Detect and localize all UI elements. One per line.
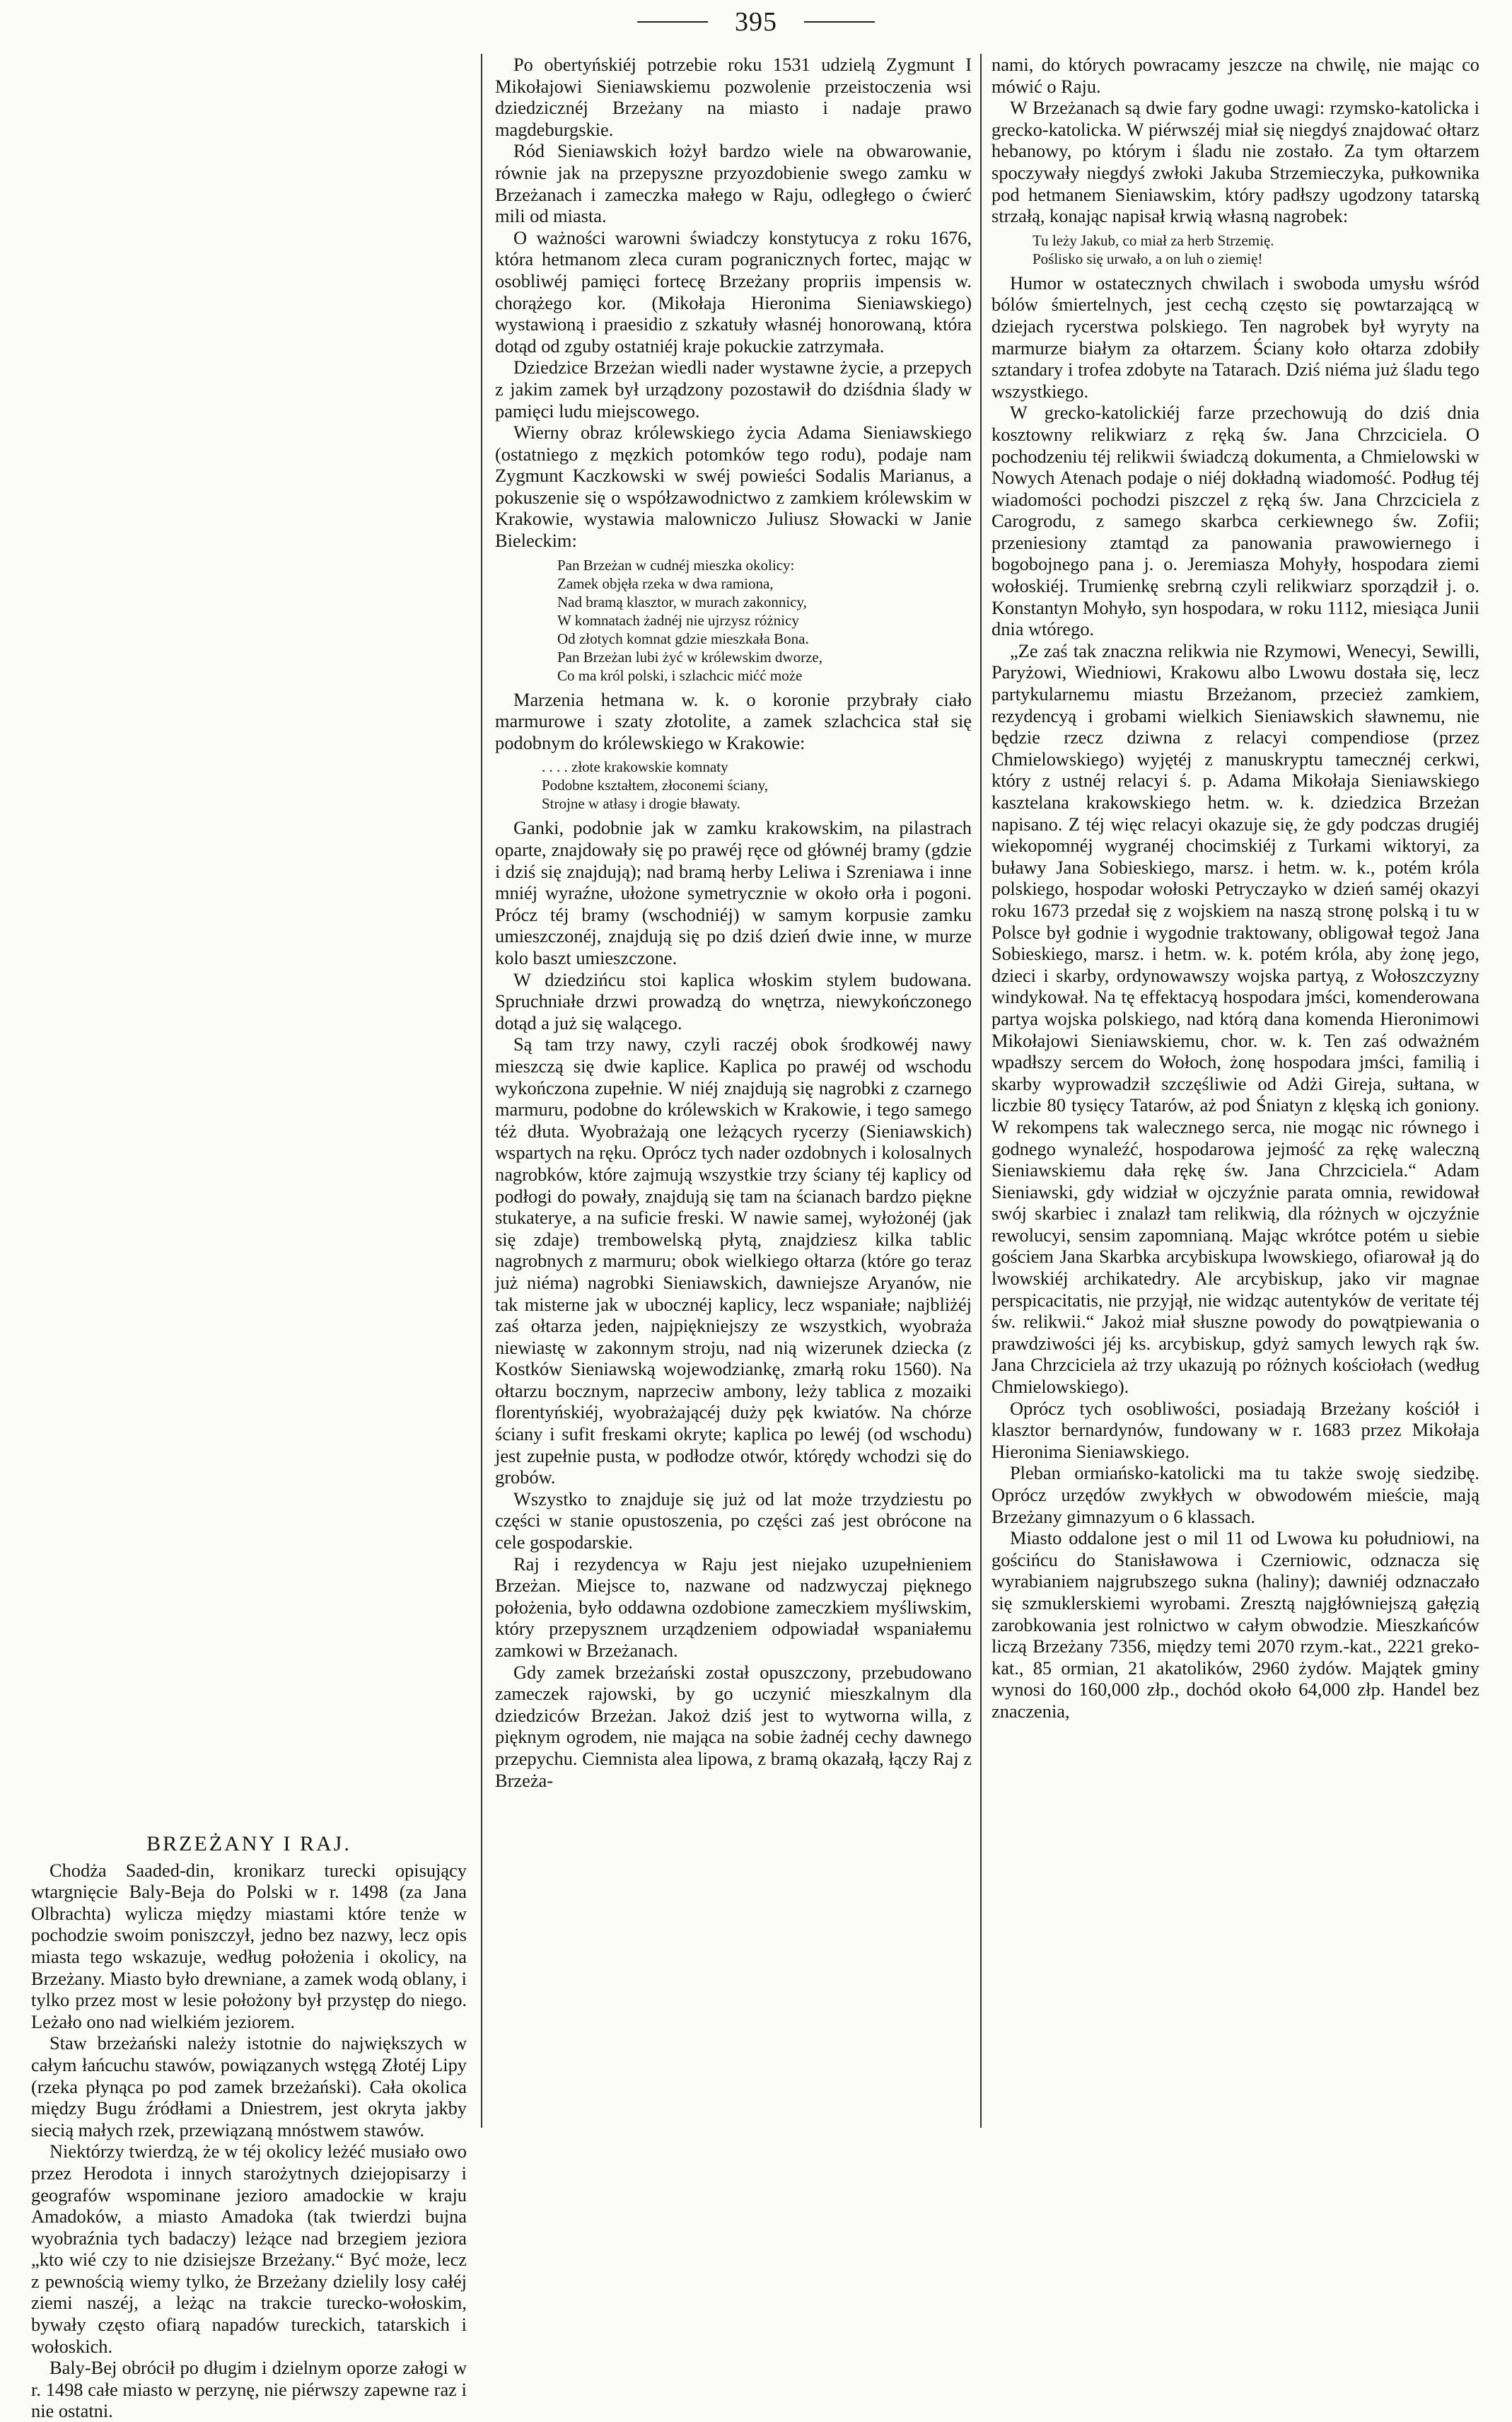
page-number: 395 [735,7,777,37]
paragraph: Wierny obraz królewskiego życia Adama Sieniawskiego (ostatniego z męzkich potomków tego rodu), podaje nam Zygmunt Kaczkowski w swéj powieści Sodalis Marianus, a pokuszenie się o współzawodnictwo z zamkiem królewskim w Krakowie, wystawia malowniczo Juliusz Słowacki w Janie Bieleckim: [495,422,972,552]
column-divider-left [481,54,482,2128]
paragraph: nami, do których powracamy jeszcze na chwilę, nie mając co mówić o Raju. [991,54,1479,97]
paragraph: Humor w ostatecznych chwilach i swoboda umysłu wśród bólów śmiertelnych, jest cechą często się powtarzającą w dziejach rycerstwa polskiego. Ten nagrobek był wyryty na marmurze białym za ołtarzem. Ściany koło ołtarza zdobiły sztandary i trofea zdobyte na Tatarach. Dziś niéma już śladu tego wszystkiego. [991,272,1479,402]
paragraph: Ganki, podobnie jak w zamku krakowskim, na pilastrach oparte, znajdowały się po prawéj ręce od głównéj bramy (gdzie i dziś się znajdują); nad bramą herby Leliwa i Szreniawa i inne mniéj wyraźne, ułożone symetrycznie w około orła i pogoni. Prócz téj bramy (wschodniéj) w samym korpusie zamku umieszczonéj, znajdują się po dziś dzień dwie inne, w murze kolo baszt umieszczone. [495,817,972,968]
verse-line: Podobne kształtem, złoconemi ściany, [542,777,768,794]
verse-line: Strojne w atłasy i drogie bławaty. [542,795,740,813]
section-title: BRZEŻANY I RAJ. [146,1832,351,1855]
verse-quote-krakow [495,758,972,813]
verse-line: Pan Brzeżan w cudnéj mieszka okolicy: [557,556,795,574]
verse-line: Zamek objęła rzeka w dwa ramiona, [557,574,774,592]
header-rule-right [804,21,875,23]
paragraph: Marzenia hetmana w. k. o koronie przybrały ciało marmurowe i szaty złotolite, a zamek szlachcica stał się podobnym do królewskiego w Krakowie: [495,688,972,753]
verse-epitaph [991,231,1479,268]
verse-line: Nad bramą klasztor, w murach zakonnicy, [557,593,807,610]
header-rule-left [637,21,708,23]
paragraph: O ważności warowni świadczy konstytucya z roku 1676, która hetmanom zleca curam pogranicznych fortec, mając w osobliwéj pamięci fortecę Brzeżany propriis impensis w. chorążego kor. (Mikołaja Hieronima Sieniawskiego) wystawioną i praesidio z szkatuły własnéj honorowaną, która dotąd od zguby ostatniéj kraje pokuckie zatrzymała. [495,226,972,357]
verse-line: Co ma król polski, i szlachcic mićć może [557,666,803,684]
paragraph: Raj i rezydencya w Raju jest niejako uzupełnieniem Brzeżan. Miejsce to, nazwane od nadzwyczaj pięknego położenia, było oddawna ozdobione zameczkiem myśliwskim, który przepysznem urządzeniem odpowiadał wspaniałemu zamkowi w Brzeżanach. [495,1553,972,1661]
verse-line: Pan Brzeżan lubi żyć w królewskim dworze, [557,648,822,666]
verse-line: W komnatach żadnéj nie ujrzysz różnicy [557,611,799,629]
paragraph: Pleban ormiańsko-katolicki ma tu także swoję siedzibę. Oprócz urzędów zwykłych w obwodowém mieście, mają Brzeżany gimnazyum o 6 klassach. [991,1462,1479,1527]
paragraph: Chodża Saaded-din, kronikarz turecki opisujący wtargnięcie Baly-Beja do Polski w r. 1498 (za Jana Olbrachta) wylicza między miastami które tenże w pochodzie swoim poniszczył, jedno bez nazwy, lecz opis miasta tego wskazuje, według położenia i okolicy, na Brzeżany. Miasto było drewniane, a zamek wodą oblany, i tylko przez most w lesie położony był przystęp do niego. Leżało ono nad wielkiém jeziorem. [31,1859,467,2032]
paragraph: Gdy zamek brzeżański został opuszczony, przebudowano zameczek rajowski, by go uczynić mieszkalnym dla dziedziców Brzeżan. Jakoż dziś jest to wytworna willa, z pięknym ogrodem, nie mająca na sobie żadnéj cechy dawnego przepychu. Ciemnista alea lipowa, z bramą okazałą, łączy Raj z Brzeża- [495,1661,972,1791]
verse-line: . . . . złote krakowskie komnaty [542,758,728,776]
paragraph: W grecko-katolickiéj farze przechowują do dziś dnia kosztowny relikwiarz z ręką św. Jana Chrzciciela. O pochodzeniu téj relikwii świadczą dokumenta, a Chmielowski w Nowych Atenach podaje o niéj dokładną wiadomość. Podług téj wiadomości pochodzi piszczel z ręką św. Jana Chrzciciela z Carogrodu, z samego skarbca cerkiewnego św. Zofii; przeniesiony ztamtąd za panowania prawowiernego i bogobojnego pana j. o. Jeremiasza Mohyły, hospodara ziemi wołoskiéj. Trumienkę srebrną czyli relikwiarz sporządził j. o. Konstantyn Mohyło, syn hospodara, w roku 1112, miesiąca Junii dnia wtórego. [991,402,1479,640]
verse-line: Tu leży Jakub, co miał za herb Strzemię. [1033,231,1274,249]
page-header [0,4,1512,40]
paragraph: Oprócz tych osobliwości, posiadają Brzeżany kościół i klasztor bernardynów, fundowany w r. 1683 przez Mikołaja Hieronima Sieniawskiego. [991,1397,1479,1462]
paragraph: Dziedzice Brzeżan wiedli nader wystawne życie, a przepych z jakim zamek był urządzony pozostawił do dziśdnia ślady w pamięci ludu miejscowego. [495,357,972,422]
column-divider-right [980,54,982,2128]
paragraph: Po obertyńskiéj potrzebie roku 1531 udzielą Zygmunt I Mikołajowi Sieniawskiemu pozwolenie przeistoczenia wsi dziedzicznéj Brzeżany na miasto i nadaje prawo magdeburgskie. [495,54,972,140]
paragraph: Miasto oddalone jest o mil 11 od Lwowa ku południowi, na gościńcu do Stanisławowa i Czerniowic, odznacza się wyrabianiem najgrubszego sukna (haliny); dawniéj odznaczało się szmuklerskiemi wyrobami. Zresztą najgłówniejszą gałęzią zarobkowania jest rolnictwo w całym obwodzie. Mieszkańców liczą Brzeżany 7356, między temi 2070 rzym.-kat., 2221 greko-kat., 85 ormian, 21 akatolików, 2960 żydów. Majątek gminy wynosi do 160,000 złp., dochód około 64,000 złp. Handel bez znaczenia, [991,1527,1479,1722]
verse-quote-slowacki [495,556,972,685]
paragraph: Niektórzy twierdzą, że w téj okolicy leżéć musiało owo przez Herodota i innych starożytnych dziejopisarzy i geografów wspominane jezioro amadockie w kraju Amadoków, a miasto Amadoka (tak twierdzi bujna wyobraźnia tych badaczy) leżące nad brzegiem jeziora „kto wié czy to nie dzisiejsze Brzeżany.“ Być może, lecz z pewnością wiemy tylko, że Brzeżany dzielily losy całéj ziemi naszéj, a leżąc na trakcie turecko-wołoskim, bywały często ofiarą napadów tureckich, tatarskich i wołoskich. [31,2140,467,2357]
column-right [991,54,1479,1722]
verse-line: Od złotych komnat gdzie mieszkała Bona. [557,630,809,647]
verse-line: Poślisko się urwało, a on luh o ziemię! [1033,250,1263,267]
paragraph: Wszystko to znajduje się już od lat może trzydziestu po części w stanie opustoszenia, po części zaś jest obrócone na cele gospodarskie. [495,1488,972,1553]
paragraph: W dziedzińcu stoi kaplica włoskim stylem budowana. Spruchniałe drzwi prowadzą do wnętrza, niewykończonego dotąd a już się walącego. [495,968,972,1033]
paragraph: „Ze zaś tak znaczna relikwia nie Rzymowi, Wenecyi, Sewilli, Paryżowi, Wiedniowi, Krakowu albo Lwowu dostała się, lecz partykularnemu miastu Brzeżanom, przecież zamkiem, rezydencyą i grobami wielkich Sieniawskich sławnemu, nie będzie rzecz dziwna z relacyi compendiose (przez Chmielowskiego) wyjętéj z manuskryptu tamecznéj cerkwi, który z ustnéj relacyi ś. p. Adama Mikołaja Sieniawskiego kasztelana krakowskiego hetm. w. k. dziedzica Brzeżan napisano. Z téj więc relacyi okazuje się, że gdy podczas drugiéj wiekopomnéj wygranéj chocimskiéj z Turkami wiktoryi, za buławy Jana Sobieskiego, marsz. i hetm. w. k., potém króla polskiego, hospodar wołoski Petryczayko w dzień saméj okazyi roku 1673 przedał się z wojskiem na naszą stronę polską i tu w Polsce był godnie i wygodnie traktowany, obligował tegoż Jana Sobieskiego, marsz. i hetm. w. k. potém króla, aby żonę jego, dzieci i skarby, ordynowawszy wojska partyą, z Wołoszczyzny windykował. Na tę effektacyą hospodara jmści, komenderowana partya wojska polskiego, nad którą dana komenda Hieronimowi Mikołajowi Sieniawskiemu, chor. w. k. Ten zaś odważném wpadłszy sercem do Wołoch, żonę hospodara jmści, familią i skarby wyprowadził szczęśliwie od Adżi Gireja, sułtana, w liczbie 80 tysięcy Tatarów, aż pod Śniatyn z klęską ich goniony. W rekompens tak walecznego serca, nie mogąc nic równego i godnego wynaleźć, hospodarowa jejmość za rękę waleczną Sieniawskiemu dała rękę św. Jana Chrzciciela.“ Adam Sieniawski, gdy widział w ojczyźnie parata omnia, rewidował swój skarbiec i znalazł tam relikwią, dla różnych w ojczyźnie rewolucyi, sensim zapomnianą. Mając wkrótce potém u siebie gościem Jana Skarbka arcybiskupa lwowskiego, ofiarował ją do lwowskiéj archikatedry. Ale arcybiskup, jako vir magnae perspicacitatis, nie przyjął, nie widząc autentyków de veritate téj św. relikwii.“ Jakoż miał słuszne powody do powątpiewania o prawdziwości jéj ks. arcybiskup, gdyż samych lewych rąk św. Jana Chrzciciela aż trzy ukazują po różnych kościołach (według Chmielowskiego). [991,639,1479,1398]
paragraph: Ród Sieniawskich łożył bardzo wiele na obwarowanie, równie jak na przepyszne przyozdobienie swego zamku w Brzeżanach i zameczka małego w Raju, odległego o ćwierć mili od miasta. [495,140,972,227]
paragraph: Staw brzeżański należy istotnie do największych w całym łańcuchu stawów, powiązanych wstęgą Złotéj Lipy (rzeka płynąca po pod zamek brzeżański). Cała okolica między Bugu źródłami a Dniestrem, jest okryta jakby siecią małych rzek, przewiązaną mnóstwem stawów. [31,2032,467,2140]
column-middle [495,54,972,1791]
paragraph: W Brzeżanach są dwie fary godne uwagi: rzymsko-katolicka i grecko-katolicka. W piérwszéj miał się niegdyś znajdować ołtarz hebanowy, po którym i śladu nie zostało. Za tym ołtarzem spoczywały niegdyś zwłoki Jakuba Strzemieczyka, pułkownika pod hetmanem Sieniawskim, który padłszy ugodzony tatarską strzałą, konając napisał krwią własną nagrobek: [991,97,1479,227]
paragraph: Baly-Bej obrócił po długim i dzielnym oporze załogi w r. 1498 całe miasto w perzynę, nie piérwszy zapewne raz i nie ostatni. [31,2357,467,2422]
column-left [31,1833,467,2422]
paragraph: Są tam trzy nawy, czyli raczéj obok środkowéj nawy mieszczą się dwie kaplice. Kaplica po prawéj od wschodu wykończona zupełnie. W niéj znajdują się nagrobki z czarnego marmuru, podobne do królewskich w Krakowie, i tego samego téż dłuta. Wyobrażają one leżących rycerzy (Sieniawskich) wspartych na ręku. Oprócz tych nader ozdobnych i kolosalnych nagrobków, które zajmują wszystkie trzy ściany téj kaplicy od podłogi do powały, znajdują się tam na ścianach bardzo piękne stukaterye, a na suficie freski. W nawie samej, wyłożonéj (jak się zdaje) trembowelską płytą, znajdziesz kilka tablic nagrobnych z marmuru; obok wielkiego ołtarza (które go teraz już niéma) nagrobki Sieniawskich, dawniejsze Aryanów, nie tak misterne jak w ubocznéj kaplicy, lecz wspaniałe; najbliżéj zaś ołtarza jeden, najpiękniejszy ze wszystkich, wyobraża niewiastę w zakonnym stroju, nad nią wizerunek dziecka (z Kostków Sieniawską wojewodziankę, zmarłą roku 1560). Na ołtarzu bocznym, naprzeciw ambony, leży tablica z mozaiki florentyńskiéj, wyobrażającéj duży pęk kwiatów. Na chórze ściany i sufit freskami okryte; kaplica po lewéj (od wschodu) jest zupełnie pusta, w podłodze otwór, którędy wchodzi się do grobów. [495,1033,972,1488]
